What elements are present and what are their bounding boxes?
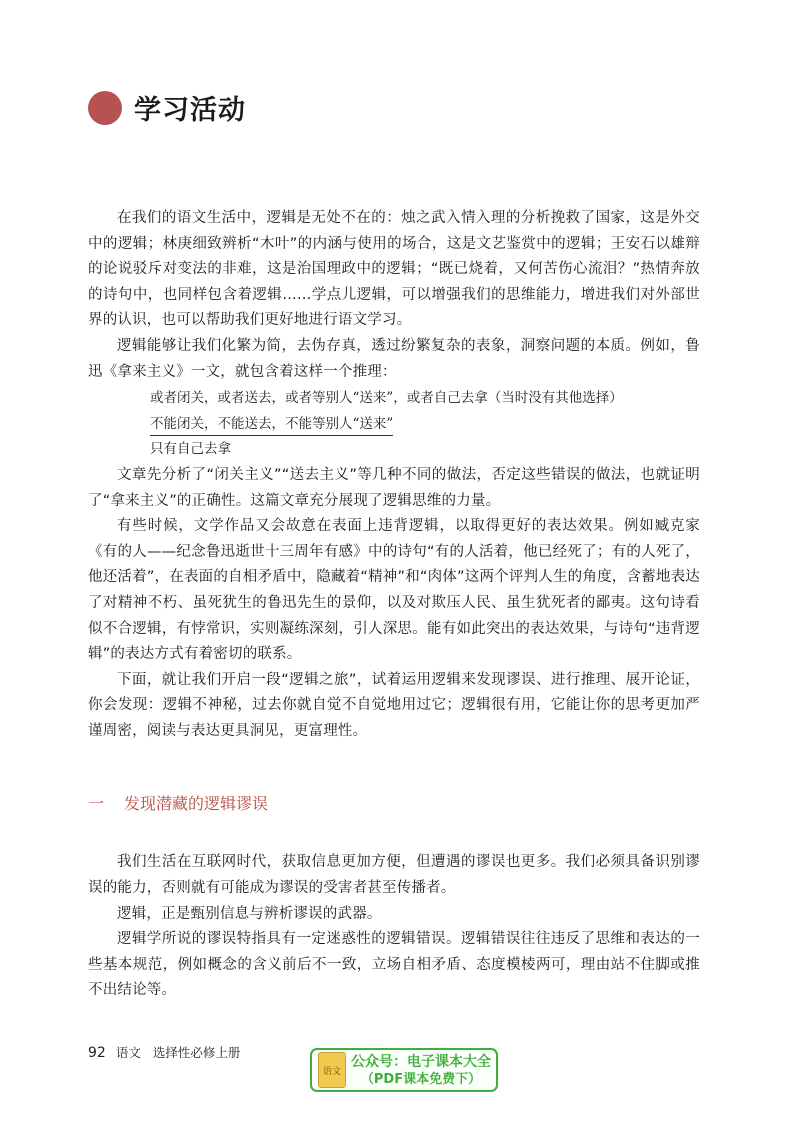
intro-paragraph-2: 逻辑能够让我们化繁为简，去伪存真，透过纷繁复杂的表象，洞察问题的本质。例如，鲁迅《拿来主义》一文，就包含着这样一个推理： [88, 337, 700, 380]
watermark-line-2: （PDF课本免费下） [360, 1071, 482, 1087]
book-icon [318, 1052, 346, 1088]
intro-paragraph-1: 在我们的语文生活中，逻辑是无处不在的：烛之武入情入理的分析挽救了国家，这是外交中的逻辑；林庚细致辨析“木叶”的内涵与使用的场合，这是文艺鉴赏中的逻辑；王安石以雄辩的论说驳斥对变法的非难，这是治国理政中的逻辑；“既已烧着，又何苦伤心流泪？”热情奔放的诗句中，也同样包含着逻辑……学点儿逻辑，可以增强我们的思维能力，增进我们对外部世界的认识，也可以帮助我们更好地进行语文学习。 [88, 210, 700, 329]
section-paragraph-1: 我们生活在互联网时代，获取信息更加方便，但遭遇的谬误也更多。我们必须具备识别谬误的能力，否则就有可能成为谬误的受害者甚至传播者。 [88, 854, 700, 897]
footer-book-name: 语文 [115, 1045, 141, 1060]
section-title: 发现潜藏的逻辑谬误 [124, 794, 269, 814]
syllogism-line-1: 或者闭关，或者送去，或者等别人“送来”，或者自己去拿（当时没有其他选择） [150, 390, 623, 407]
book-icon-text: 语文 [322, 1066, 341, 1077]
syllogism-premise-major [150, 386, 700, 412]
intro-paragraph-4: 有些时候，文学作品又会故意在表面上违背逻辑，以取得更好的表达效果。例如臧克家《有的人——纪念鲁迅逝世十三周年有感》中的诗句“有的人活着，他已经死了；有的人死了，他还活着”，在表面的自相矛盾中，隐藏着“精神”和“肉体”这两个评判人生的角度，含蓄地表达了对精神不朽、虽死犹生的鲁迅先生的景仰，以及对欺压人民、虽生犹死者的鄙夷。这句诗看似不合逻辑，有悖常识，实则凝练深刻，引人深思。能有如此突出的表达效果，与诗句“违背逻辑”的表达方式有着密切的联系。 [88, 518, 700, 663]
syllogism-premise-minor [150, 412, 700, 438]
syllogism-block [150, 386, 700, 463]
watermark-text [346, 1053, 496, 1088]
section-paragraph-2: 逻辑，正是甄别信息与辨析谬误的武器。 [117, 905, 382, 922]
section-number: 一 [88, 794, 105, 814]
page-number: 92 [88, 1045, 106, 1061]
syllogism-line-3: 只有自己去拿 [150, 441, 231, 458]
activity-heading [88, 88, 246, 127]
intro-paragraph-5: 下面，就让我们开启一段“逻辑之旅”，试着运用逻辑来发现谬误、进行推理、展开论证，你会发现：逻辑不神秘，过去你就自觉不自觉地用过它；逻辑很有用，它能让你的思考更加严谨周密，阅读与表达更具洞见，更富理性。 [88, 671, 700, 739]
syllogism-conclusion [150, 437, 700, 463]
section-heading [88, 791, 700, 814]
page-footer [88, 1043, 240, 1061]
heading-dot-icon [88, 91, 122, 125]
main-content [88, 206, 700, 1004]
intro-paragraph-3: 文章先分析了“闭关主义”“送去主义”等几种不同的做法，否定这些错误的做法，也就证明了“拿来主义”的正确性。这篇文章充分展现了逻辑思维的力量。 [88, 466, 700, 509]
page-title: 学习活动 [134, 95, 246, 126]
watermark-line-1: 公众号：电子课本大全 [351, 1053, 491, 1070]
watermark-badge [310, 1048, 498, 1092]
footer-volume: 选择性必修上册 [152, 1045, 241, 1060]
section-paragraph-3: 逻辑学所说的谬误特指具有一定迷惑性的逻辑错误。逻辑错误往往违反了思维和表达的一些基本规范，例如概念的含义前后不一致，立场自相矛盾、态度模棱两可，理由站不住脚或推不出结论等。 [88, 931, 700, 999]
syllogism-line-2: 不能闭关，不能送去，不能等别人“送来” [150, 413, 393, 436]
